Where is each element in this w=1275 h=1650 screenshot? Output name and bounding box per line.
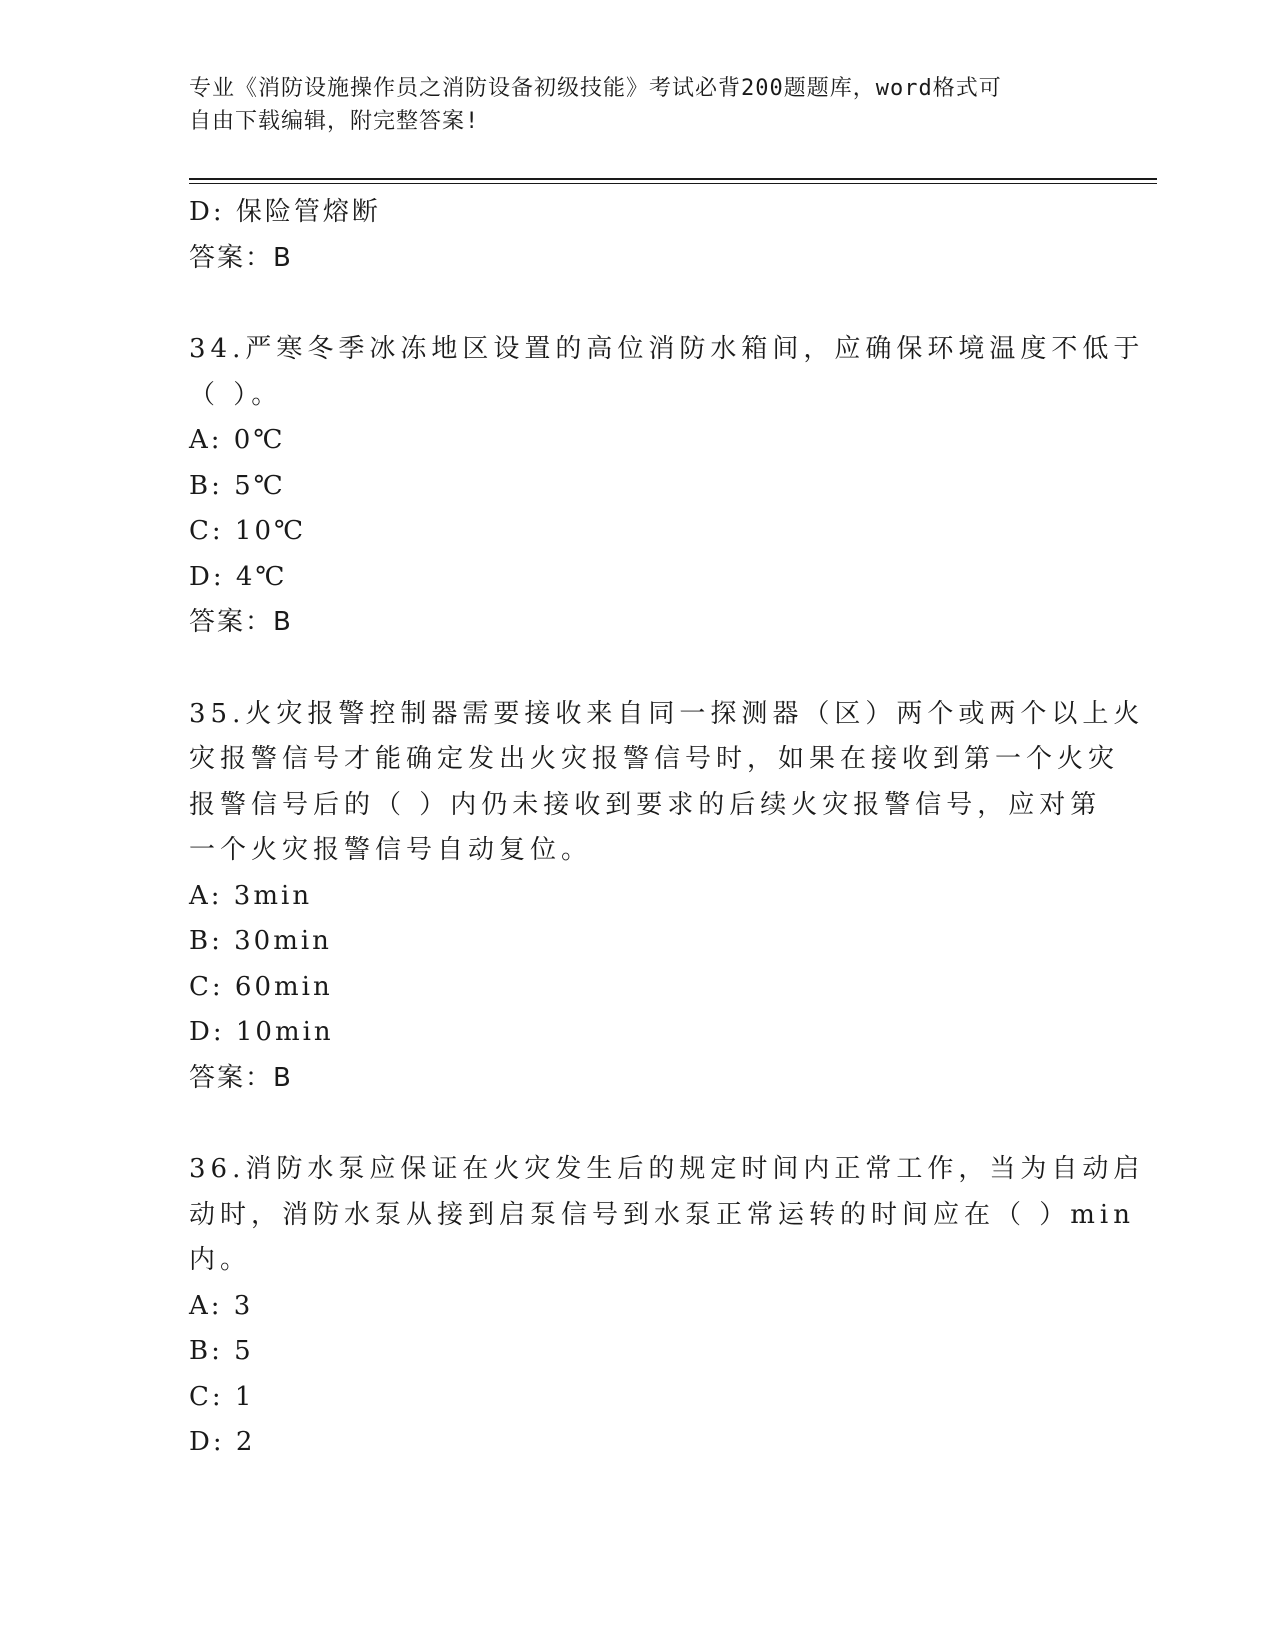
spacer: [189, 646, 1089, 692]
question-33-tail: [189, 190, 1089, 281]
answer-line: 答案：B: [189, 607, 293, 637]
question-35: [189, 692, 1145, 1102]
spacer: [189, 1101, 1089, 1147]
option-c: C: 60min: [189, 971, 333, 1002]
option-b: B: 30min: [189, 926, 332, 956]
question-34: [189, 327, 1145, 646]
option-d: D: 10min: [189, 1017, 334, 1047]
question-36: [189, 1147, 1145, 1466]
option-a: A: 3min: [189, 880, 313, 911]
question-stem-line: （ ）。: [189, 379, 283, 410]
option-d: D: 4℃: [189, 561, 288, 592]
option-d: D: 保险管熔断: [189, 197, 381, 227]
option-c: C: 10℃: [189, 516, 307, 546]
question-list: [189, 190, 1145, 1466]
question-stem-line: 灾报警信号才能确定发出火灾报警信号时，如果在接收到第一个火灾: [189, 744, 1120, 774]
answer-line: 答案：B: [189, 1062, 293, 1093]
option-c: C: 1: [189, 1381, 255, 1412]
question-stem-line: 34.严寒冬季冰冻地区设置的高位消防水箱间，应确保环境温度不低于: [189, 334, 1145, 364]
document-header: [189, 72, 1069, 138]
header-divider-thick: [189, 178, 1157, 180]
spacer: [189, 281, 1089, 327]
option-b: B: 5: [189, 1336, 254, 1366]
answer-line: 答案：B: [189, 242, 293, 273]
option-a: A: 3: [189, 1290, 254, 1321]
header-divider-thin: [189, 183, 1157, 184]
option-d: D: 2: [189, 1427, 256, 1457]
question-stem-line: 内。: [189, 1245, 252, 1275]
question-stem-line: 报警信号后的（ ）内仍未接收到要求的后续火灾报警信号，应对第: [189, 789, 1102, 820]
header-title-line-1: 专业《消防设施操作员之消防设备初级技能》考试必背200题题库，word格式可: [189, 76, 1002, 101]
question-stem-line: 一个火灾报警信号自动复位。: [189, 835, 593, 865]
question-stem-line: 36.消防水泵应保证在火灾发生后的规定时间内正常工作，当为自动启: [189, 1154, 1145, 1184]
header-title-line-2: 自由下载编辑，附完整答案!: [189, 109, 480, 134]
question-stem-line: 动时，消防水泵从接到启泵信号到水泵正常运转的时间应在（ ）min: [189, 1199, 1135, 1230]
option-b: B: 5℃: [189, 470, 286, 501]
question-stem-line: 35.火灾报警控制器需要接收来自同一探测器（区）两个或两个以上火: [189, 698, 1145, 729]
option-a: A: 0℃: [189, 425, 286, 455]
